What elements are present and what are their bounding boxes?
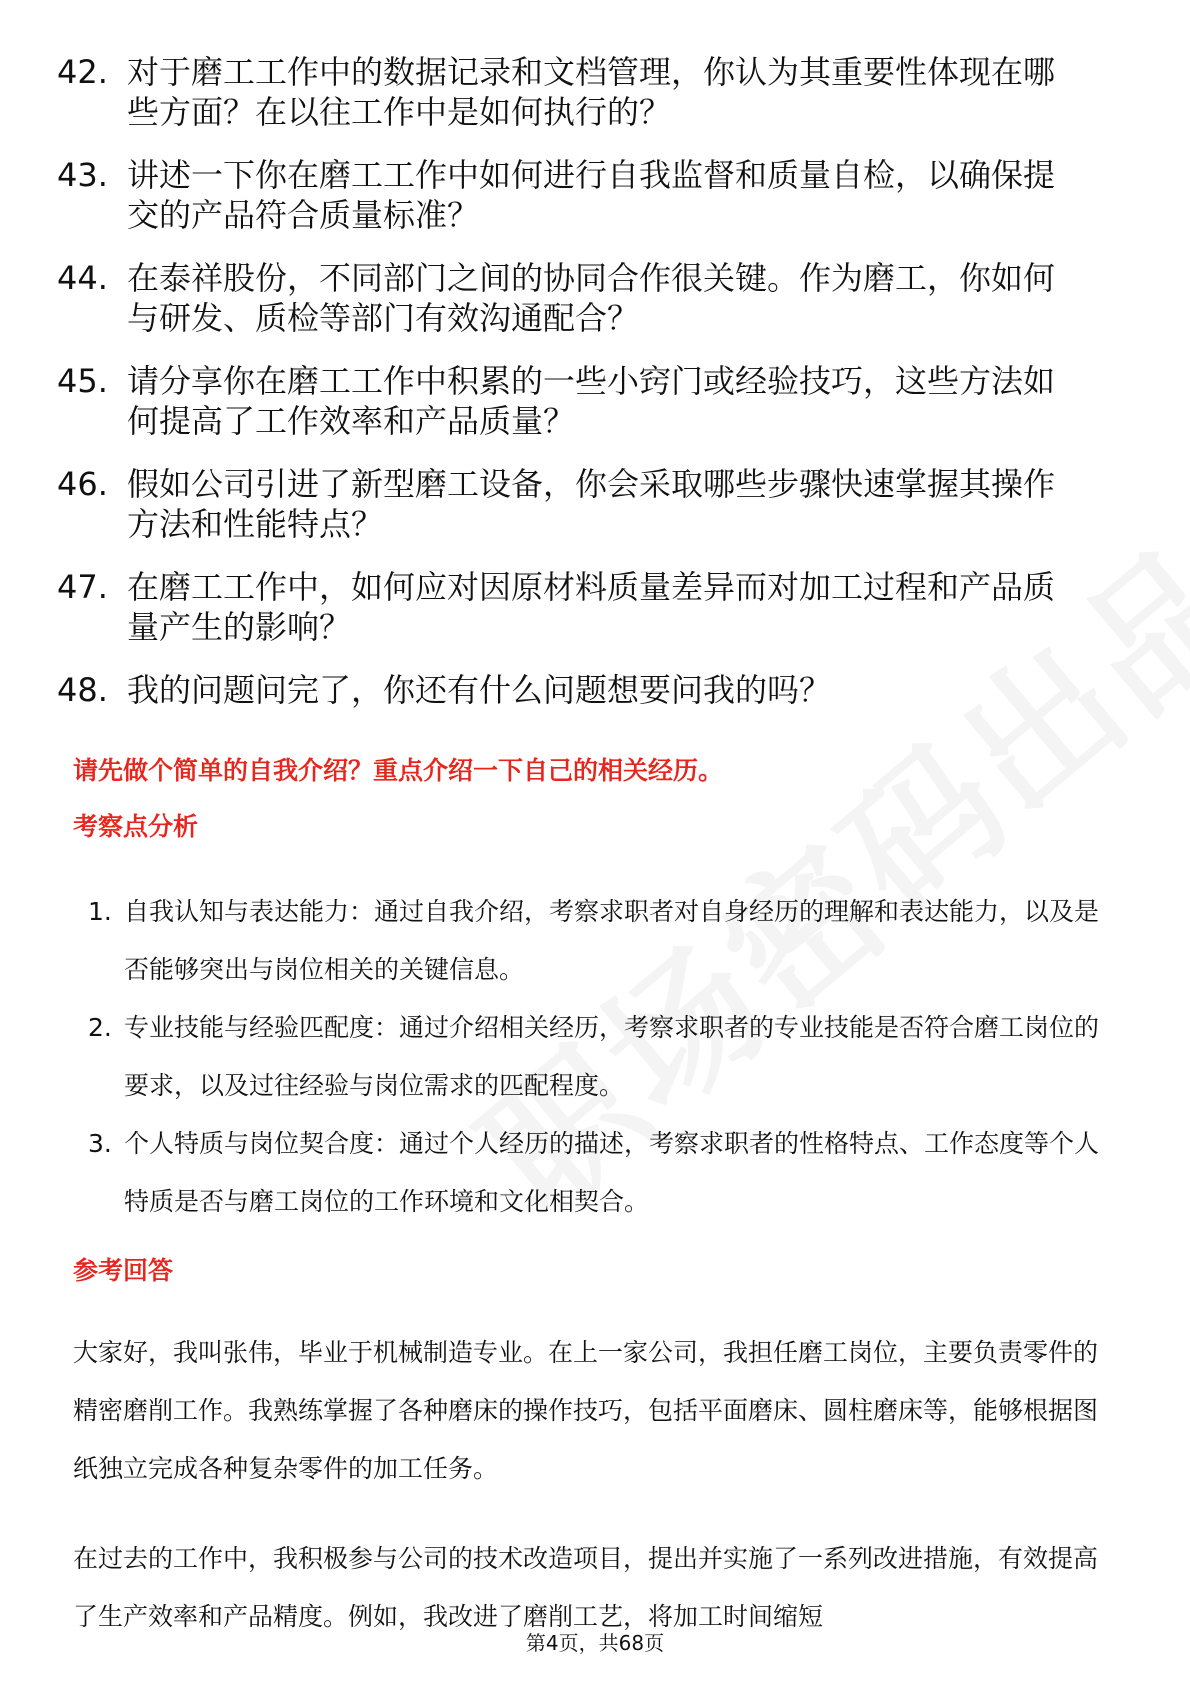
analysis-item — [88, 883, 1118, 999]
question-item — [57, 567, 1117, 647]
question-number: 46. — [57, 465, 108, 503]
analysis-number: 2. — [88, 1013, 112, 1042]
question-text: 在泰祥股份，不同部门之间的协同合作很关键。作为磨工，你如何与研发、质检等部门有效沟通配合？ — [127, 259, 1056, 337]
analysis-heading: 考察点分析 — [73, 812, 199, 841]
question-text: 假如公司引进了新型磨工设备，你会采取哪些步骤快速掌握其操作方法和性能特点？ — [127, 465, 1056, 543]
question-number: 48. — [57, 671, 108, 709]
question-number: 44. — [57, 259, 108, 297]
analysis-item — [88, 1115, 1118, 1231]
question-item — [57, 670, 1117, 710]
question-text: 我的问题问完了，你还有什么问题想要问我的吗？ — [127, 671, 832, 709]
question-item — [57, 258, 1117, 338]
answer-heading: 参考回答 — [73, 1256, 174, 1285]
answer-paragraph: 在过去的工作中，我积极参与公司的技术改造项目，提出并实施了一系列改进措施，有效提高了生产效率和产品精度。例如，我改进了磨削工艺，将加工时间缩短 — [73, 1544, 1099, 1631]
question-text: 请分享你在磨工工作中积累的一些小窍门或经验技巧，这些方法如何提高了工作效率和产品质量？ — [127, 362, 1056, 440]
question-number: 42. — [57, 53, 108, 91]
analysis-text: 自我认知与表达能力：通过自我介绍，考察求职者对自身经历的理解和表达能力，以及是否能够突出与岗位相关的关键信息。 — [124, 897, 1100, 984]
answer-paragraph: 大家好，我叫张伟，毕业于机械制造专业。在上一家公司，我担任磨工岗位，主要负责零件的精密磨削工作。我熟练掌握了各种磨床的操作技巧，包括平面磨床、圆柱磨床等，能够根据图纸独立完成各种复杂零件的加工任务。 — [73, 1338, 1099, 1483]
question-item — [57, 361, 1117, 441]
page-footer: 第4页，共68页 — [525, 1631, 665, 1655]
question-text: 在磨工工作中，如何应对因原材料质量差异而对加工过程和产品质量产生的影响？ — [127, 568, 1056, 646]
analysis-text: 专业技能与经验匹配度：通过介绍相关经历，考察求职者的专业技能是否符合磨工岗位的要求，以及过往经验与岗位需求的匹配程度。 — [124, 1013, 1100, 1100]
section-question-heading: 请先做个简单的自我介绍？重点介绍一下自己的相关经历。 — [73, 756, 724, 785]
question-text: 对于磨工工作中的数据记录和文档管理，你认为其重要性体现在哪些方面？在以往工作中是如何执行的？ — [127, 53, 1056, 131]
analysis-text: 个人特质与岗位契合度：通过个人经历的描述，考察求职者的性格特点、工作态度等个人特质是否与磨工岗位的工作环境和文化相契合。 — [124, 1129, 1100, 1216]
analysis-item — [88, 999, 1118, 1115]
analysis-number: 1. — [88, 897, 112, 926]
question-list — [57, 52, 1117, 733]
analysis-list — [88, 883, 1118, 1231]
question-number: 43. — [57, 156, 108, 194]
analysis-number: 3. — [88, 1129, 112, 1158]
question-item — [57, 464, 1117, 544]
question-item — [57, 52, 1117, 132]
question-text: 讲述一下你在磨工工作中如何进行自我监督和质量自检，以确保提交的产品符合质量标准？ — [127, 156, 1056, 234]
question-item — [57, 155, 1117, 235]
question-number: 45. — [57, 362, 108, 400]
question-number: 47. — [57, 568, 108, 606]
